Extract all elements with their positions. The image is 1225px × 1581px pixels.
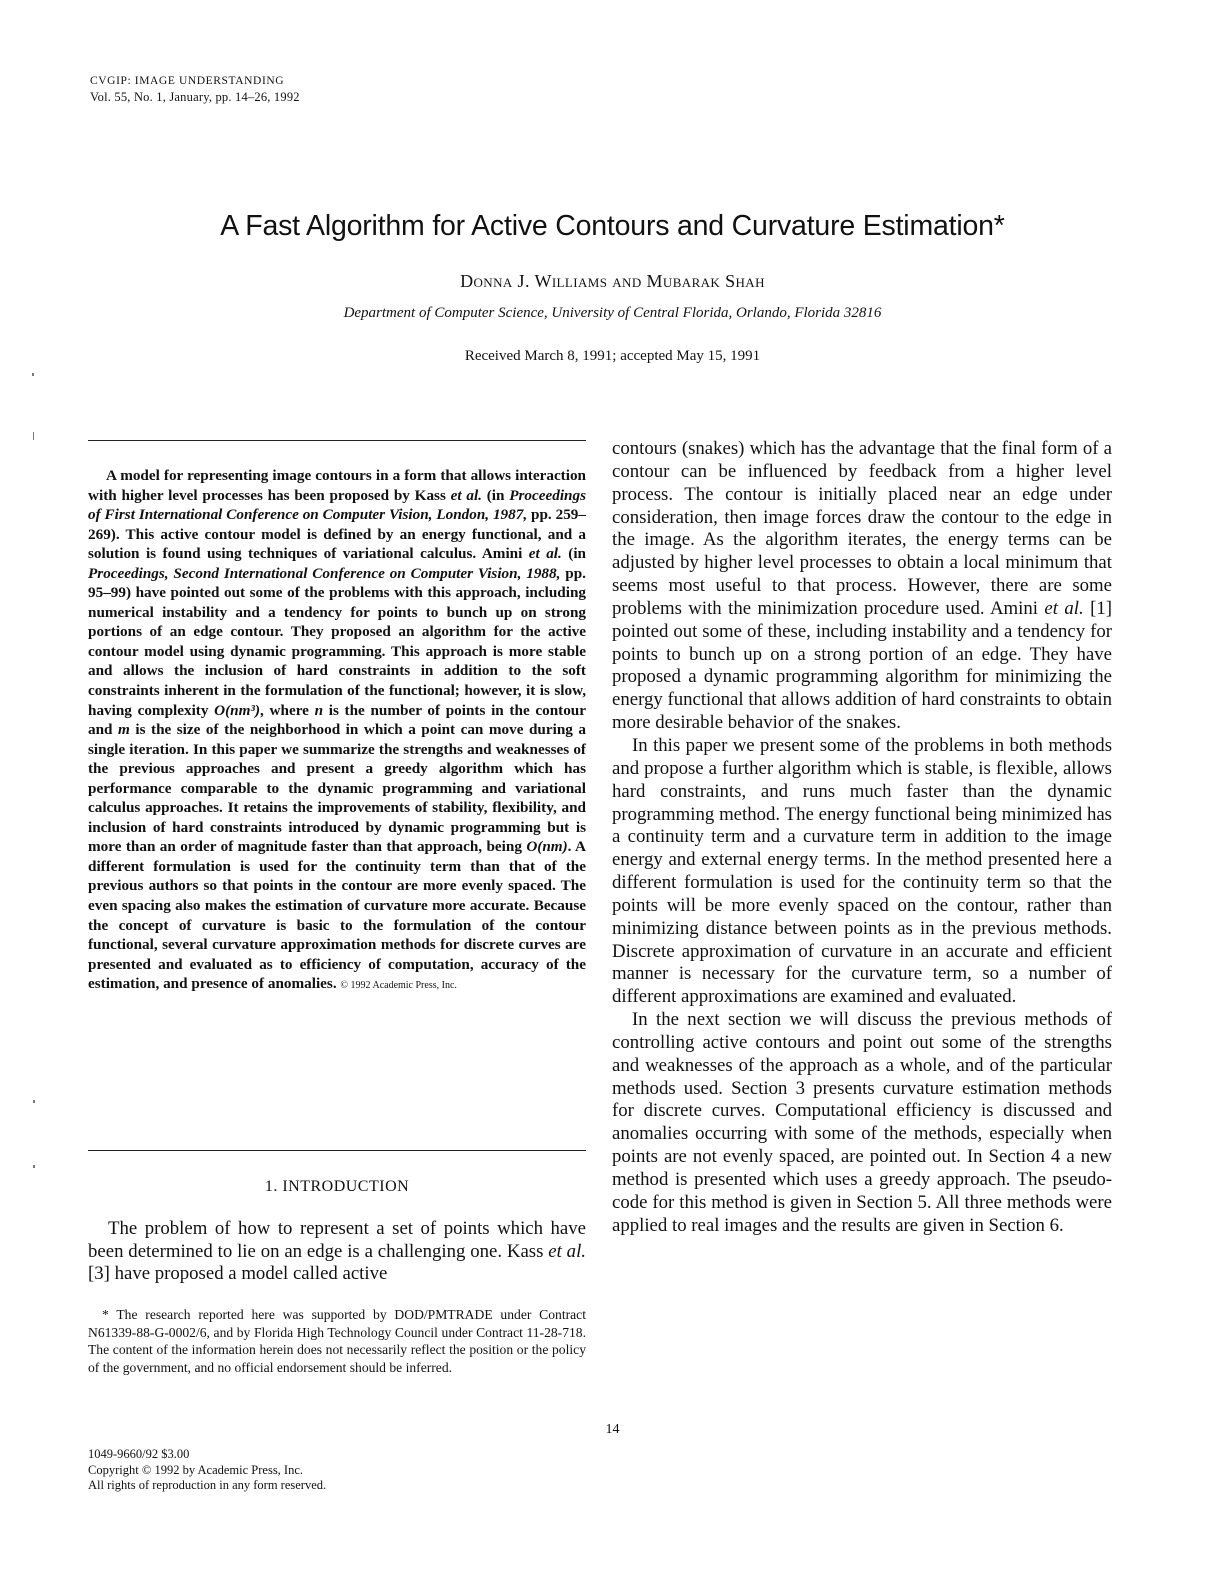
journal-name: CVGIP: IMAGE UNDERSTANDING — [90, 75, 285, 87]
section-heading-introduction: 1. INTRODUCTION — [264, 1178, 410, 1195]
introduction-paragraph: The problem of how to represent a set of points which have been determined to lie on an edge is a challenging one. Kass et al. [3] have proposed a model called active — [88, 1218, 586, 1285]
copyright-line: 1049-9660/92 $3.00 — [88, 1447, 190, 1461]
scan-speck — [32, 373, 34, 376]
scan-speck — [33, 1165, 35, 1168]
journal-header — [90, 73, 300, 105]
right-column-text — [612, 438, 1112, 1238]
abstract-bottom-rule — [88, 1150, 586, 1151]
footnote: * The research reported here was supported by DOD/PMTRADE under Contract N61339-88-G-0002/6, and by Florida High Technology Council under Contract 11-28-718. The content of the information herein does not necessarily reflect the position or the policy of the government, and no official endorsement should be inferred. — [88, 1307, 586, 1375]
copyright-line: All rights of reproduction in any form reserved. — [88, 1478, 327, 1492]
author-affiliation: Department of Computer Science, University of Central Florida, Orlando, Florida 32816 — [343, 305, 882, 321]
abstract: A model for representing image contours in a form that allows interaction with higher level processes has been proposed by Kass et al. (in Proceedings of First International Conference on Computer Vision, London, 1987, pp. 259–269). This active contour model is defined by an energy functional, and a solution is found using techniques of variational calculus. Amini et al. (in Proceedings, Second International Conference on Computer Vision, 1988, pp. 95–99) have pointed out some of the problems with this approach, including numerical instability and a tendency for points to bunch up on strong portions of an edge contour. They proposed an algorithm for the active contour model using dynamic programming. This approach is more stable and allows the inclusion of hard constraints in addition to the soft constraints inherent in the formulation of the functional; however, it is slow, having complexity O(nm³), where n is the number of points in the contour and m is the size of the neighborhood in which a point can move during a single iteration. In this paper we summarize the strengths and weaknesses of the previous approaches and present a greedy algorithm which has performance comparable to the dynamic programming and variational calculus approaches. It retains the improvements of stability, flexibility, and inclusion of hard constraints introduced by dynamic programming but is more than an order of magnitude faster than that approach, being O(nm). A different formulation is used for the continuity term than that of the previous authors so that points in the contour are more evenly spaced. The even spacing also makes the estimation of curvature more accurate. Because the concept of curvature is basic to the formulation of the contour functional, several curvature approximation methods for discrete curves are presented and evaluated as to efficiency of computation, accuracy of the estimation, and presence of anomalies. © 1992 Academic Press, Inc. — [88, 467, 586, 993]
paper-authors: Donna J. Williams and Mubarak Shah — [460, 271, 765, 291]
paragraph: In this paper we present some of the problems in both methods and propose a further algorithm which is stable, is flexible, allows hard constraints, and runs much faster than the dynamic programming method. The energy functional being minimized has a continuity term and a curvature term in addition to the image energy and external energy terms. In the method presented here a different formulation is used for the continuity term so that the points will be more evenly spaced on the contour, rather than minimizing distance between points as in the previous methods. Discrete approximation of curvature in an accurate and efficient manner is necessary for the curvature term, so a number of different approximations are examined and evaluated. — [612, 734, 1112, 1008]
paragraph: contours (snakes) which has the advantage that the final form of a contour can be influenced by feedback from a higher level process. The contour is initially placed near an edge under consideration, then image forces draw the contour to the edge in the image. As the algorithm iterates, the energy terms can be adjusted by higher level processes to obtain a local minimum that seems most useful to that process. However, there are some problems with the minimization procedure used. Amini et al. [1] pointed out some of these, including instability and a tendency for points to bunch up on a strong portion of an edge. They have proposed a dynamic programming algorithm for minimizing the energy functional that allows addition of hard constraints to obtain more desirable behavior of the snakes. — [612, 438, 1112, 734]
scan-speck — [33, 1100, 35, 1103]
paragraph: In the next section we will discuss the previous methods of controlling active contours and point out some of the strengths and weaknesses of the approach as a whole, and of the particular methods used. Section 3 presents curvature estimation methods for discrete curves. Computational efficiency is discussed and anomalies occurring with some of the methods, especially when points are not evenly spaced, are pointed out. In Section 4 a new method is presented which uses a greedy approach. The pseudo-code for this method is given in Section 5. All three methods were applied to real images and the results are given in Section 6. — [612, 1009, 1112, 1236]
paper-title: A Fast Algorithm for Active Contours and Curvature Estimation* — [220, 210, 1005, 242]
received-dates: Received March 8, 1991; accepted May 15, 1991 — [464, 348, 761, 364]
abstract-top-rule — [88, 440, 586, 441]
journal-issue: Vol. 55, No. 1, January, pp. 14–26, 1992 — [90, 90, 300, 104]
copyright-line: Copyright © 1992 by Academic Press, Inc. — [88, 1462, 304, 1477]
page-number: 14 — [605, 1422, 620, 1437]
copyright-block — [88, 1447, 326, 1494]
abstract-copyright: © 1992 Academic Press, Inc. — [340, 980, 457, 992]
scan-speck — [33, 432, 34, 440]
